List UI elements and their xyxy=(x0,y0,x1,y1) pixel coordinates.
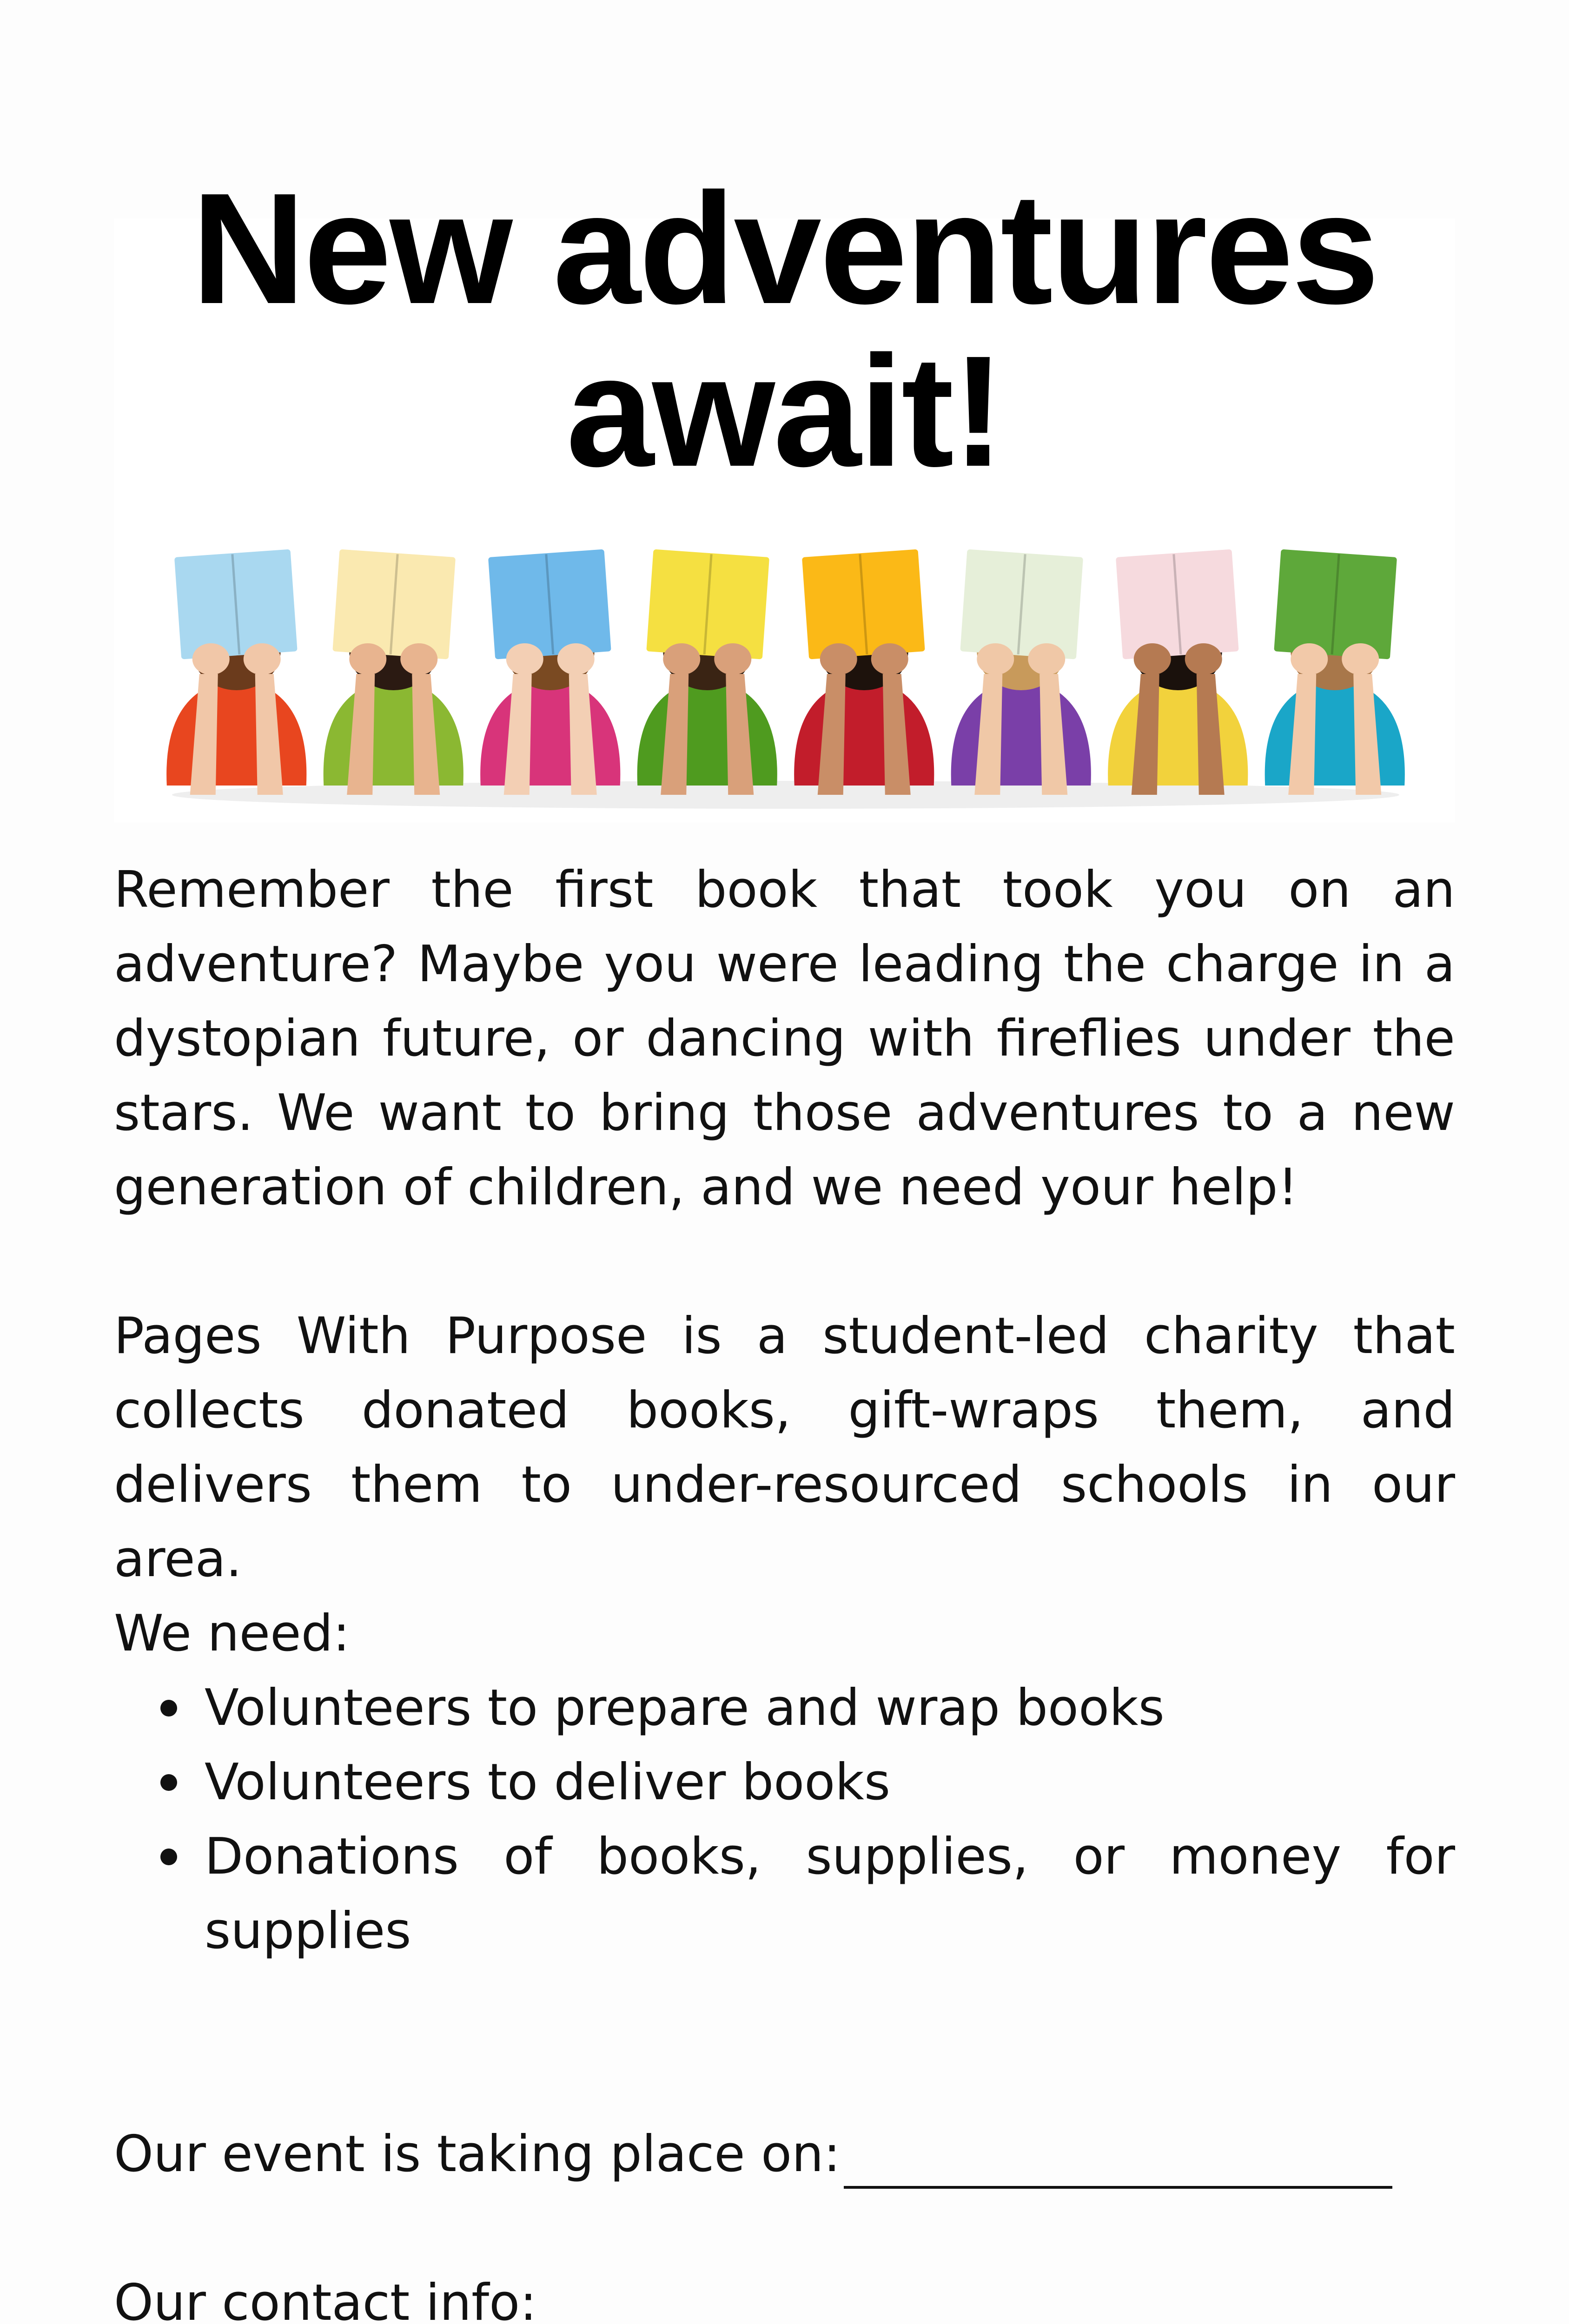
child-reading-figure xyxy=(951,549,1091,795)
list-item xyxy=(114,1820,1455,1968)
child-reading-figure xyxy=(1108,549,1248,795)
list-item xyxy=(114,1671,1455,1745)
event-date-label: Our event is taking place on: xyxy=(114,2125,841,2183)
needs-label: We need: xyxy=(114,1604,350,1663)
child-reading-figure xyxy=(324,549,463,795)
child-reading-figure xyxy=(637,549,777,795)
child-reading-figure xyxy=(480,549,620,795)
bullet-icon xyxy=(160,1774,177,1791)
child-reading-figure xyxy=(166,549,306,795)
contact-info-label: Our contact info: xyxy=(114,2274,537,2324)
need-text: Volunteers to prepare and wrap books xyxy=(205,1679,1165,1737)
children-reading-photo xyxy=(158,535,1413,813)
child-reading-figure xyxy=(1265,549,1405,795)
headline: New adventures await! xyxy=(191,160,1378,500)
charity-description: Pages With Purpose is a student-led charity that collects donated books, gift-wraps them, and delivers them to under-resourced schools in our area. xyxy=(114,1307,1455,1588)
needs-list xyxy=(114,1671,1455,1968)
bullet-icon xyxy=(160,1849,177,1865)
event-date-blank xyxy=(844,2186,1392,2189)
child-reading-figure xyxy=(794,549,934,795)
bullet-icon xyxy=(160,1700,177,1717)
need-text: Volunteers to deliver books xyxy=(205,1753,891,1811)
need-text: Donations of books, supplies, or money for supplies xyxy=(205,1828,1455,1960)
intro-paragraph: Remember the first book that took you on an adventure? Maybe you were leading the charge in a dystopian future, or dancing with fireflies under the stars. We want to bring those adventures to a new generation of children, and we need your help! xyxy=(114,861,1455,1216)
list-item xyxy=(114,1745,1455,1820)
